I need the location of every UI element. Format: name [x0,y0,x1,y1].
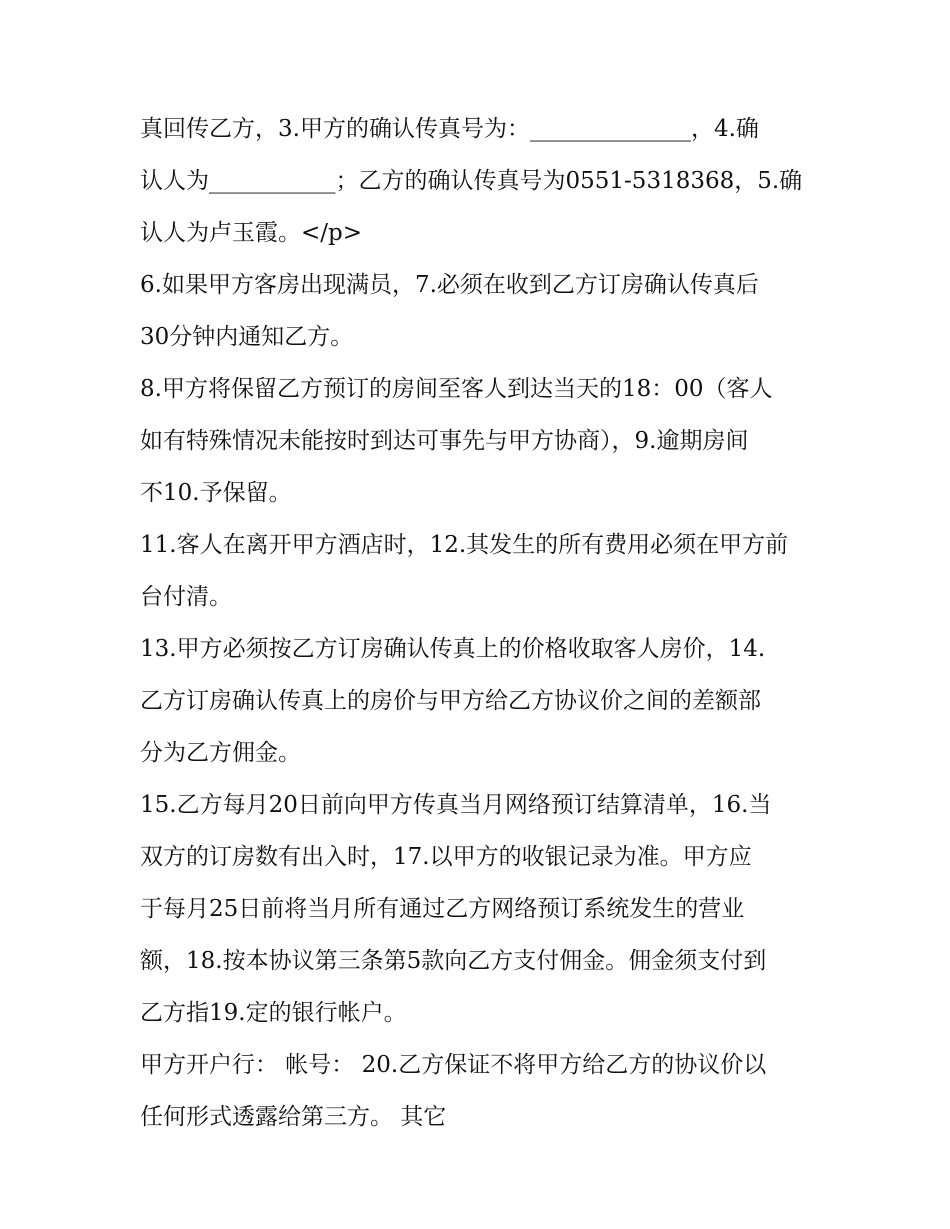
text-line: 分为乙方佣金。 [140,740,301,766]
text-line: 双方的订房数有出入时，17.以甲方的收银记录为准。甲方应 [140,844,752,870]
text-line: 6.如果甲方客房出现满员，7.必须在收到乙方订房确认传真后 [140,272,759,298]
text-line: 11.客人在离开甲方酒店时，12.其发生的所有费用必须在甲方前 [140,532,789,558]
text-line: 台付清。 [140,584,232,610]
text-line: 任何形式透露给第三方。 其它 [140,1104,447,1130]
text-line: 于每月25日前将当月所有通过乙方网络预订系统发生的营业 [140,896,745,922]
text-line: 13.甲方必须按乙方订房确认传真上的价格收取客人房价，14. [140,636,766,662]
text-line: 不10.予保留。 [140,480,292,506]
text-line: 30分钟内通知乙方。 [140,324,354,350]
text-line: 乙方指19.定的银行帐户。 [140,1000,407,1026]
text-line: 15.乙方每月20日前向甲方传真当月网络预订结算清单，16.当 [140,792,772,818]
text-line: 真回传乙方，3.甲方的确认传真号为：______________，4.确 [140,116,759,142]
text-line: 认人为卢玉霞。</p> [140,220,363,246]
text-line: 额，18.按本协议第三条第5款向乙方支付佣金。佣金须支付到 [140,948,767,974]
text-line: 乙方订房确认传真上的房价与甲方给乙方协议价之间的差额部 [140,688,761,714]
text-line: 甲方开户行： 帐号： 20.乙方保证不将甲方给乙方的协议价以 [140,1052,767,1078]
text-line: 如有特殊情况未能按时到达可事先与甲方协商），9.逾期房间 [140,428,749,454]
text-line: 认人为___________；乙方的确认传真号为0551-5318368，5.确 [140,168,803,194]
text-line: 8.甲方将保留乙方预订的房间至客人到达当天的18：00（客人 [140,376,773,402]
document-body [140,103,820,1143]
